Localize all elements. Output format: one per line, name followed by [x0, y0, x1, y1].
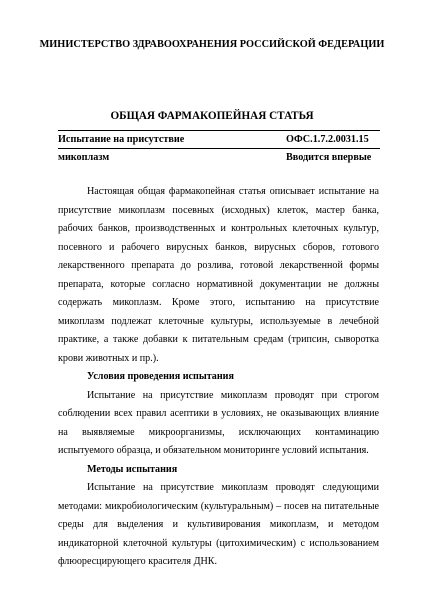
meta-middle-rule: [58, 148, 380, 149]
subject-title-line2: микоплазм: [58, 152, 110, 163]
section-heading-methods: Методы испытания: [87, 463, 178, 475]
subject-title-line1: Испытание на присутствие: [58, 134, 185, 145]
intro-paragraph: Настоящая общая фармакопейная статья описывает испытание на присутствие микоплазм посевных (исходных) клеток, мастер банка, рабочих банков, производственных и контрольных клеточных культур, посевного и рабочего вирусных банков, вирусных сборов, готового лекарственного препарата до розлива, готовой лекарственной формы препарата, которые согласно нормативной документации не должны содержать микоплазм. Кроме этого, испытанию на присутствие микоплазм подлежат клеточные культуры, используемые в лечебной практике, а также добавки к питательным средам (трипсин, сыворотка крови животных и пр.).: [58, 186, 379, 364]
article-type-title: ОБЩАЯ ФАРМАКОПЕЙНАЯ СТАТЬЯ: [110, 110, 314, 122]
introduction-status: Вводится впервые: [286, 152, 372, 163]
ministry-header: МИНИСТЕРСТВО ЗДРАВООХРАНЕНИЯ РОССИЙСКОЙ ФЕДЕРАЦИИ: [39, 39, 385, 50]
conditions-paragraph: Испытание на присутствие микоплазм проводят при строгом соблюдении всех правил асептики в условиях, не оказывающих влияние на выявляемые микроорганизмы, исключающих контаминацию испытуемого образца, и обязательном мониторинге условий испытания.: [58, 389, 379, 456]
ofs-code: ОФС.1.7.2.0031.15: [286, 134, 369, 145]
methods-paragraph: Испытание на присутствие микоплазм проводят следующими методами: микробиологическим (культуральным) – посев на питательные среды для выделения и культивирования микоплазм, и методом индикаторной клеточной культуры (цитохимическим) с использованием флюоресцирующего красителя ДНК.: [58, 482, 379, 567]
article-body: [58, 183, 379, 572]
meta-top-rule: [58, 130, 380, 131]
section-heading-conditions: Условия проведения испытания: [87, 371, 234, 382]
